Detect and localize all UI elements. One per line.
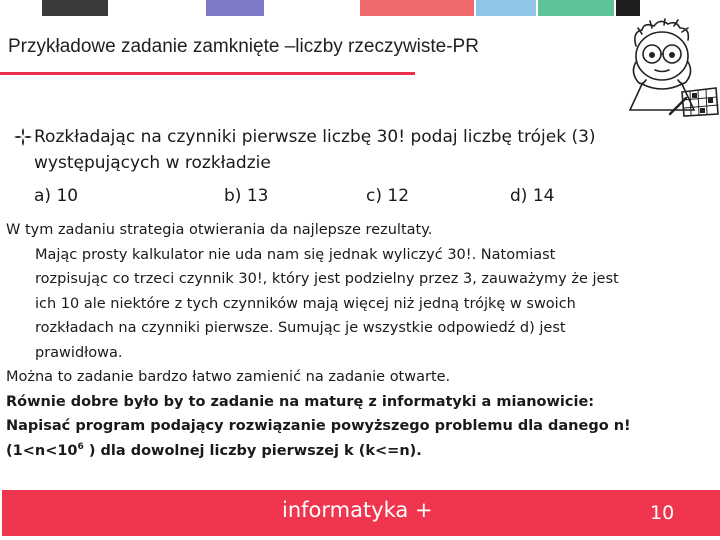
- question-line-1: Rozkładając na czynniki pierwsze liczbę 30! podaj liczbę trójek (3): [34, 127, 596, 147]
- question-line-2: występujących w rozkładzie: [34, 153, 271, 173]
- explanation-line: Mając prosty kalkulator nie uda nam się jednak wyliczyć 30!. Natomiast: [35, 246, 556, 263]
- strip-segment: [42, 0, 108, 16]
- thinking-student-icon: [612, 18, 720, 118]
- strip-segment: [0, 0, 42, 16]
- strip-segment: [108, 0, 206, 16]
- answer-option-b: b) 13: [224, 186, 269, 206]
- explanation-line: rozpisując co trzeci czynnik 30!, który jest podzielny przez 3, zauważymy że jest: [35, 271, 619, 287]
- explanation-line: ich 10 ale niektóre z tych czynników mają więcej niż jedną trójkę w swoich: [35, 295, 576, 312]
- title-underline: [0, 72, 415, 75]
- question-block: [12, 124, 712, 176]
- paragraph-program-task: Napisać program podający rozwiązanie powyższego problemu dla danego n!: [6, 418, 631, 434]
- answer-option-d: d) 14: [510, 186, 555, 206]
- top-color-strip: [0, 0, 720, 16]
- diamond-bullet-icon: [12, 126, 34, 148]
- constraint-start: (1<n<10: [6, 442, 78, 459]
- explanation-text: [6, 218, 706, 463]
- strip-segment: [640, 0, 720, 16]
- answer-option-c: c) 12: [366, 186, 410, 206]
- answer-option-a: a) 10: [34, 186, 79, 206]
- paragraph-strategy: W tym zadaniu strategia otwierania da najlepsze rezultaty.: [6, 222, 433, 238]
- constraint-end: ) dla dowolnej liczby pierwszej k (k<=n).: [83, 442, 422, 459]
- explanation-line: rozkładach na czynniki pierwsze. Sumując je wszystkie odpowiedź d) jest: [35, 320, 566, 336]
- strip-segment: [538, 0, 614, 16]
- paragraph-open-task: Można to zadanie bardzo łatwo zamienić na zadanie otwarte.: [6, 369, 451, 385]
- question-text: [34, 124, 712, 176]
- footer-label: informatyka +: [282, 498, 433, 522]
- strip-segment: [264, 0, 360, 16]
- strip-segment: [616, 0, 640, 16]
- constraint-exponent: 6: [77, 441, 84, 452]
- strip-segment: [476, 0, 536, 16]
- strip-segment: [360, 0, 474, 16]
- explanation-line: prawidłowa.: [35, 344, 123, 361]
- strip-segment: [206, 0, 264, 16]
- page-number: 10: [650, 502, 675, 524]
- paragraph-constraints: [6, 439, 706, 464]
- paragraph-matura: Równie dobre było by to zadanie na maturę z informatyki a mianowicie:: [6, 393, 595, 410]
- slide-title: Przykładowe zadanie zamknięte –liczby rzeczywiste-PR: [8, 36, 479, 57]
